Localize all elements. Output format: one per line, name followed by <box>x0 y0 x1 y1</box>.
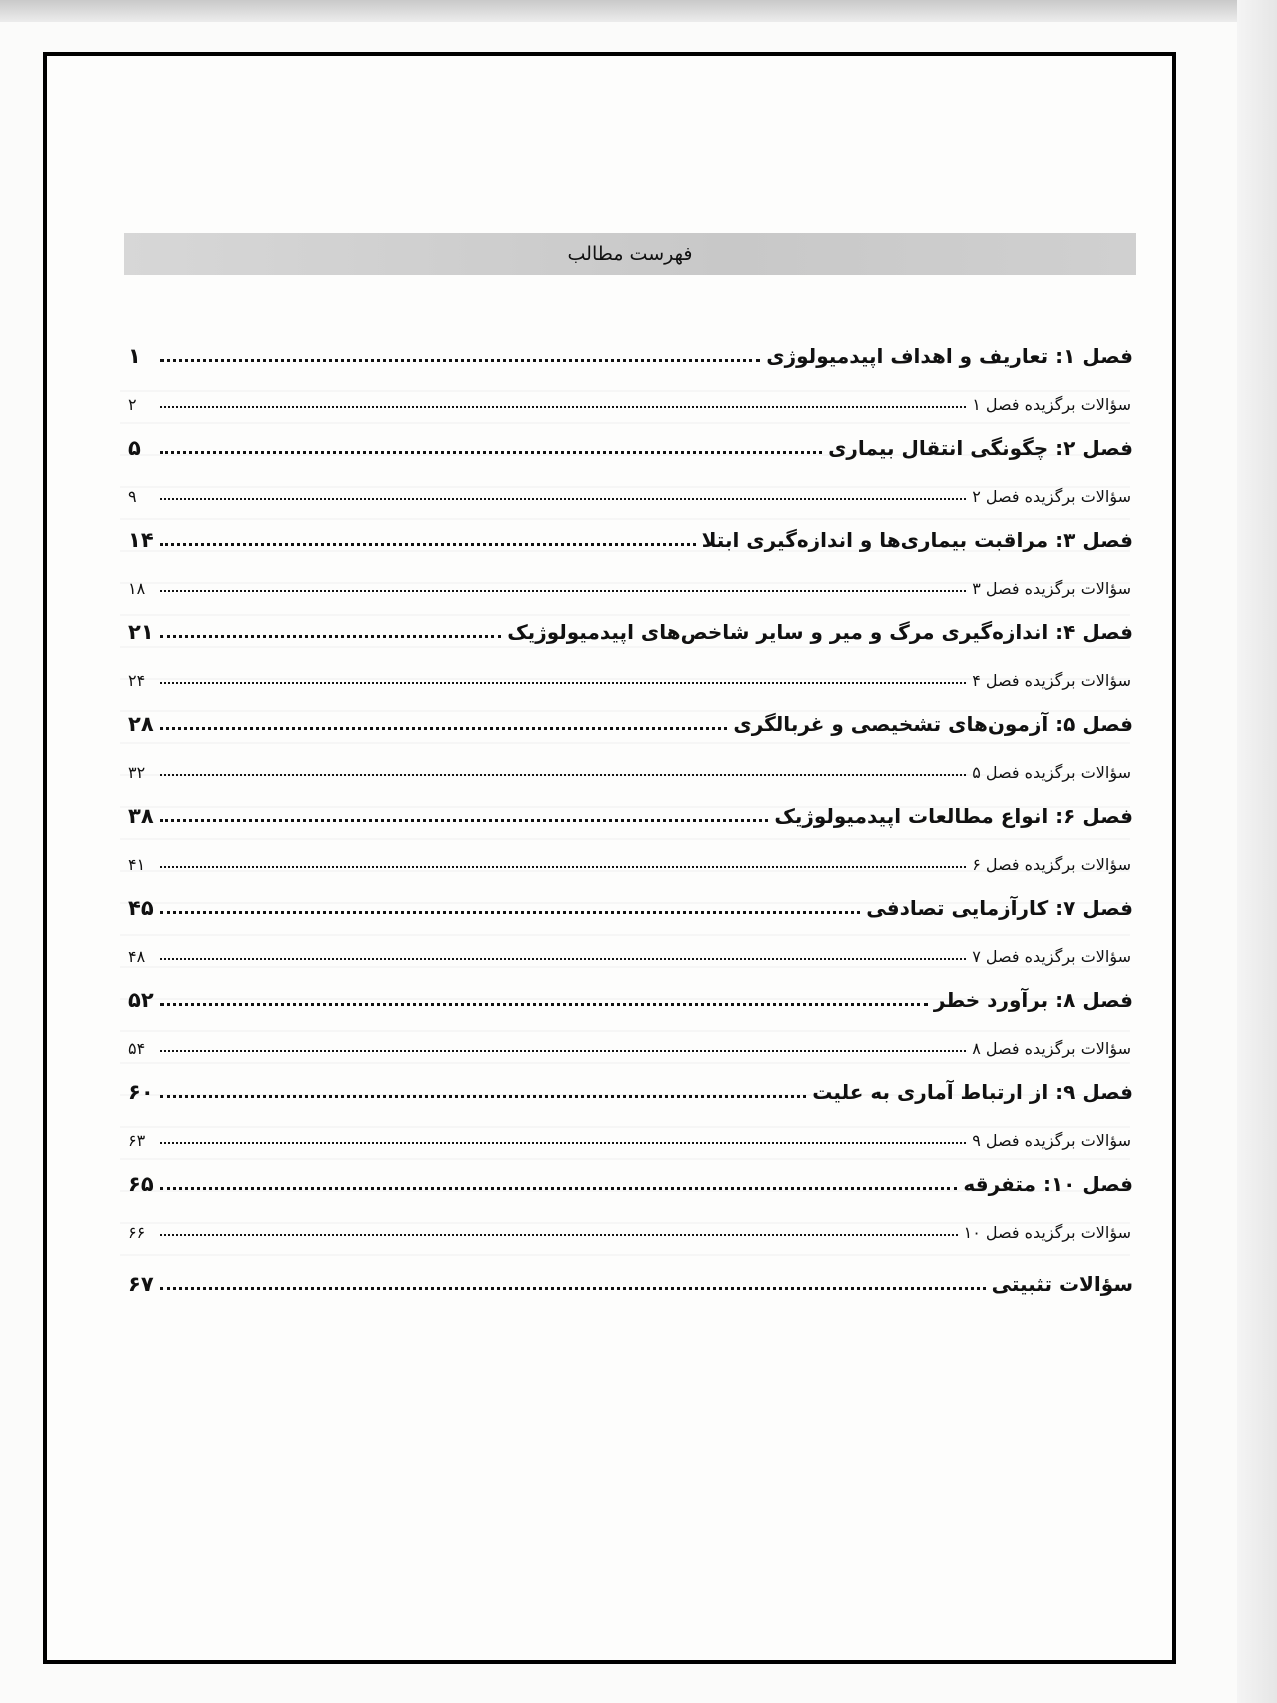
toc-chapter-row[interactable] <box>128 322 1133 368</box>
page-number: ۱ <box>128 344 141 368</box>
page-number: ۶۰ <box>128 1080 154 1104</box>
scan-top-edge <box>0 0 1277 22</box>
dot-leader <box>160 451 822 454</box>
page-number: ۶۳ <box>128 1131 146 1150</box>
dot-leader <box>160 958 966 960</box>
subsection-title: سؤالات برگزیده فصل ۴ <box>972 671 1131 690</box>
toc-subsection-row[interactable] <box>128 460 1133 506</box>
dot-leader <box>160 866 966 868</box>
toc-subsection-row[interactable] <box>128 552 1133 598</box>
dot-leader <box>160 1003 928 1006</box>
toc-subsection-row[interactable] <box>128 368 1133 414</box>
toc-subsection-row[interactable] <box>128 828 1133 874</box>
toc-subsection-row[interactable] <box>128 1104 1133 1150</box>
toc-subsection-row[interactable] <box>128 736 1133 782</box>
page-number: ۶۷ <box>128 1272 154 1296</box>
toc-chapter-row[interactable] <box>128 1058 1133 1104</box>
page-number: ۴۱ <box>128 855 146 874</box>
dot-leader <box>160 1234 958 1236</box>
dot-leader <box>160 911 860 914</box>
subsection-title: سؤالات برگزیده فصل ۸ <box>972 1039 1131 1058</box>
dot-leader <box>160 1187 957 1190</box>
dot-leader <box>160 359 760 362</box>
chapter-title: فصل ۱: تعاریف و اهداف اپیدمیولوژی <box>766 344 1133 368</box>
chapter-title: فصل ۴: اندازه‌گیری مرگ و میر و سایر شاخص‌های اپیدمیولوژیک <box>507 620 1133 644</box>
page-number: ۲ <box>128 395 137 414</box>
subsection-title: سؤالات برگزیده فصل ۱ <box>972 395 1131 414</box>
toc-header-bar <box>124 233 1136 275</box>
toc-subsection-row[interactable] <box>128 644 1133 690</box>
page-number: ۲۸ <box>128 712 154 736</box>
chapter-title: فصل ۱۰: متفرقه <box>963 1172 1133 1196</box>
chapter-title: فصل ۸: برآورد خطر <box>933 988 1133 1012</box>
toc-chapter-row[interactable] <box>128 966 1133 1012</box>
page-number: ۶۶ <box>128 1223 146 1242</box>
page-number: ۳۲ <box>128 763 146 782</box>
scan-right-edge <box>1237 0 1277 1703</box>
chapter-title: فصل ۷: کارآزمایی تصادفی <box>866 896 1133 920</box>
chapter-title: فصل ۹: از ارتباط آماری به علیت <box>812 1080 1133 1104</box>
toc-chapter-row[interactable] <box>128 414 1133 460</box>
toc-chapter-row[interactable] <box>128 782 1133 828</box>
page-number: ۵۲ <box>128 988 154 1012</box>
chapter-title: فصل ۳: مراقبت بیماری‌ها و اندازه‌گیری ابتلا <box>701 528 1133 552</box>
toc-chapter-row[interactable] <box>128 598 1133 644</box>
page-number: ۵۴ <box>128 1039 146 1058</box>
subsection-title: سؤالات برگزیده فصل ۱۰ <box>963 1223 1131 1242</box>
page-number: ۴۵ <box>128 896 154 920</box>
dot-leader <box>160 543 696 546</box>
dot-leader <box>160 1142 966 1144</box>
toc-subsection-row[interactable] <box>128 1012 1133 1058</box>
dot-leader <box>160 1095 806 1098</box>
page-number: ۵ <box>128 436 141 460</box>
dot-leader <box>160 590 966 592</box>
dot-leader <box>160 682 966 684</box>
subsection-title: سؤالات برگزیده فصل ۲ <box>972 487 1131 506</box>
toc-chapter-row[interactable] <box>128 506 1133 552</box>
chapter-title: سؤالات تثبیتی <box>991 1272 1133 1296</box>
toc-subsection-row[interactable] <box>128 1196 1133 1242</box>
table-of-contents <box>128 322 1133 1296</box>
dot-leader <box>160 635 501 638</box>
toc-chapter-row[interactable] <box>128 690 1133 736</box>
page-number: ۶۵ <box>128 1172 154 1196</box>
chapter-title: فصل ۶: انواع مطالعات اپیدمیولوژیک <box>774 804 1133 828</box>
dot-leader <box>160 774 966 776</box>
dot-leader <box>160 727 727 730</box>
toc-title: فهرست مطالب <box>567 243 693 265</box>
dot-leader <box>160 1050 966 1052</box>
toc-chapter-row[interactable] <box>128 1150 1133 1196</box>
subsection-title: سؤالات برگزیده فصل ۳ <box>972 579 1131 598</box>
subsection-title: سؤالات برگزیده فصل ۵ <box>972 763 1131 782</box>
dot-leader <box>160 498 966 500</box>
subsection-title: سؤالات برگزیده فصل ۹ <box>972 1131 1131 1150</box>
page-number: ۲۱ <box>128 620 154 644</box>
dot-leader <box>160 406 966 408</box>
page-number: ۱۸ <box>128 579 146 598</box>
toc-subsection-row[interactable] <box>128 920 1133 966</box>
dot-leader <box>160 819 768 822</box>
page-number: ۴۸ <box>128 947 146 966</box>
toc-chapter-row[interactable] <box>128 874 1133 920</box>
subsection-title: سؤالات برگزیده فصل ۶ <box>972 855 1131 874</box>
page-number: ۳۸ <box>128 804 154 828</box>
chapter-title: فصل ۵: آزمون‌های تشخیصی و غربالگری <box>733 712 1133 736</box>
page-number: ۲۴ <box>128 671 146 690</box>
chapter-title: فصل ۲: چگونگی انتقال بیماری <box>828 436 1133 460</box>
dot-leader <box>160 1287 986 1290</box>
page-number: ۹ <box>128 487 137 506</box>
toc-chapter-row[interactable] <box>128 1242 1133 1296</box>
subsection-title: سؤالات برگزیده فصل ۷ <box>972 947 1131 966</box>
page-number: ۱۴ <box>128 528 154 552</box>
